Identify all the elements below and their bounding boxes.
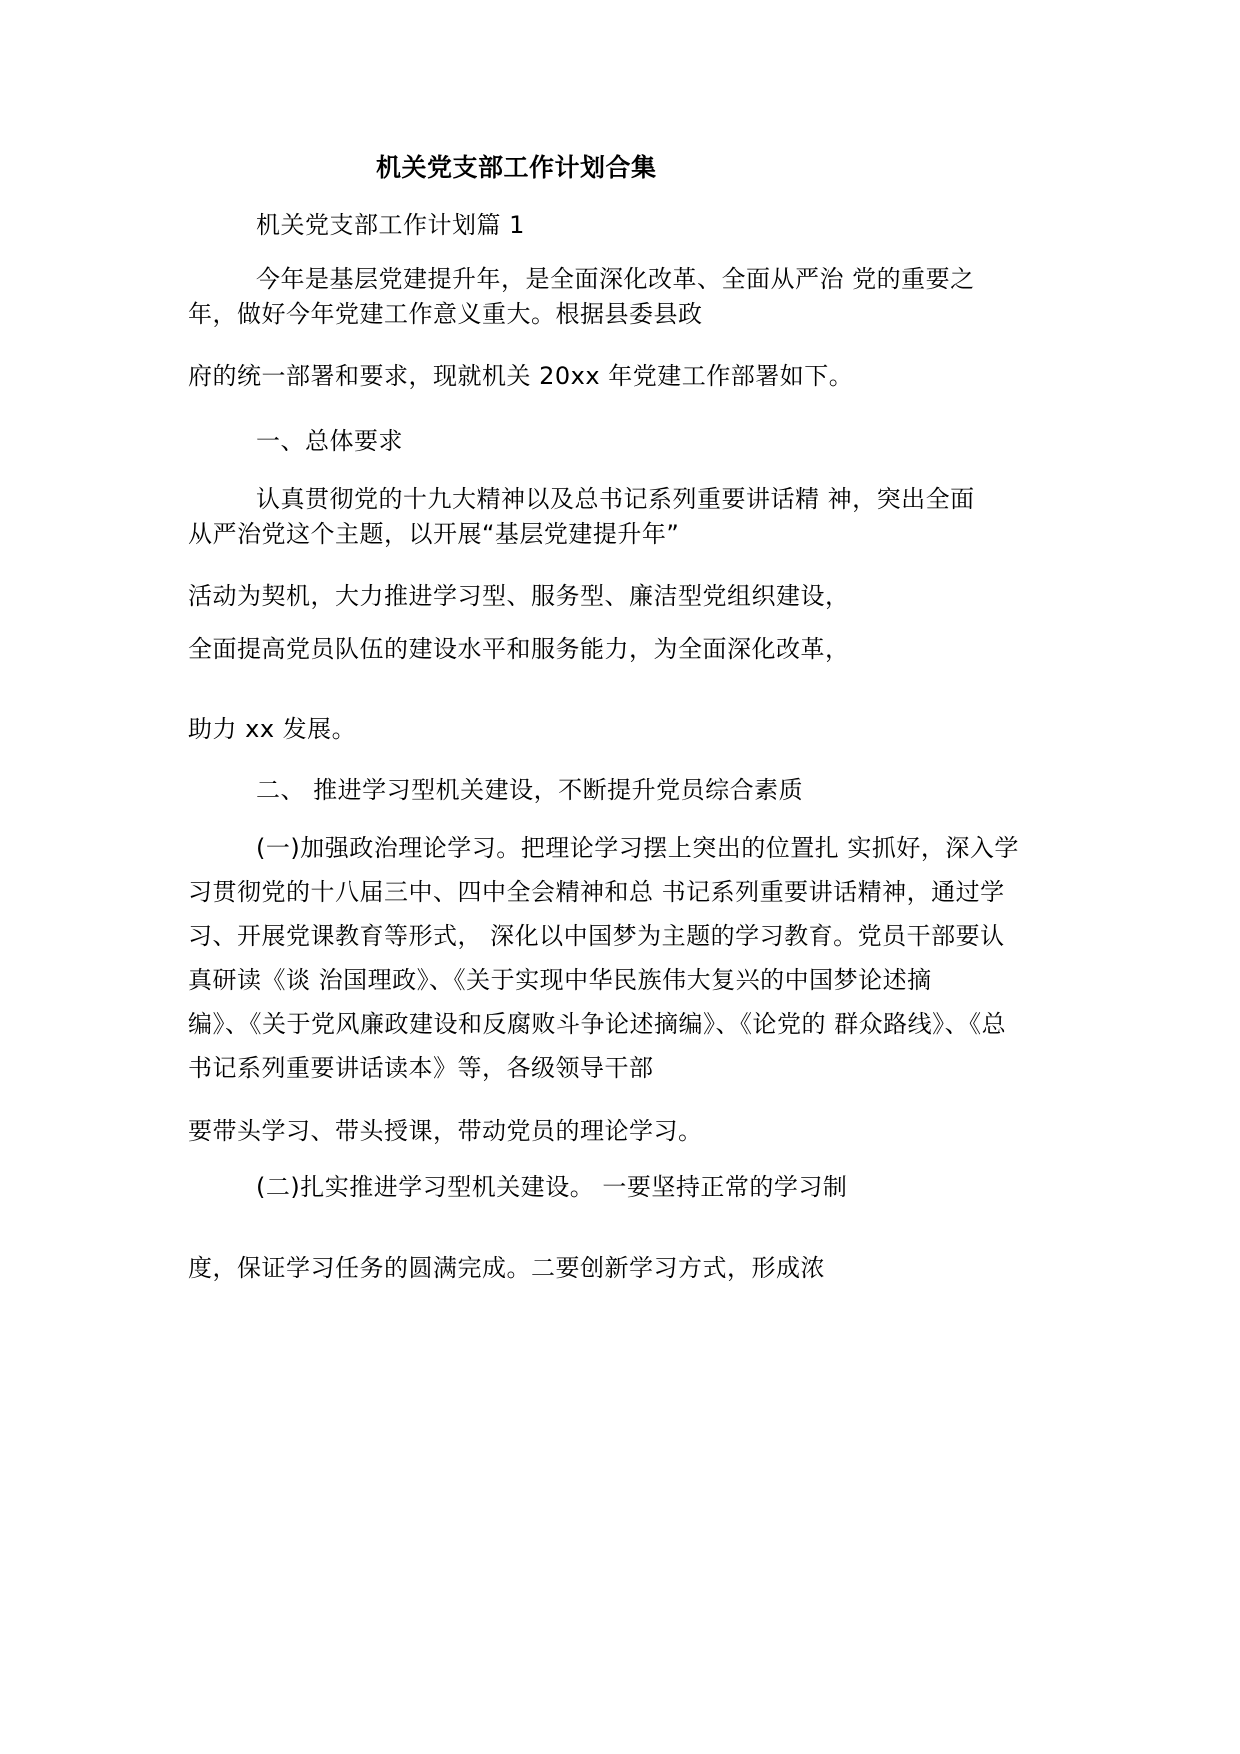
paragraph-line: 认真贯彻党的十九大精神以及总书记系列重要讲话精 神，突出全面 — [256, 485, 975, 513]
section-heading-general: 一、总体要求 — [256, 427, 403, 455]
paragraph-line: 书记系列重要讲话读本》等，各级领导干部 — [188, 1054, 654, 1082]
document-title: 机关党支部工作计划合集 — [376, 153, 657, 182]
paragraph-line: 今年是基层党建提升年，是全面深化改革、全面从严治 党的重要之 — [256, 265, 975, 293]
paragraph-line: 全面提高党员队伍的建设水平和服务能力，为全面深化改革， — [188, 635, 850, 663]
paragraph-line: 习、开展党课教育等形式， 深化以中国梦为主题的学习教育。党员干部要认 — [188, 922, 1005, 950]
paragraph-line: 从严治党这个主题，以开展“基层党建提升年” — [188, 520, 680, 548]
paragraph-line: 活动为契机，大力推进学习型、服务型、廉洁型党组织建设， — [188, 582, 850, 610]
paragraph-line: 年，做好今年党建工作意义重大。根据县委县政 — [188, 300, 703, 328]
paragraph-line: (二)扎实推进学习型机关建设。 一要坚持正常的学习制 — [256, 1173, 848, 1201]
paragraph-line: 府的统一部署和要求，现就机关 20xx 年党建工作部署如下。 — [188, 362, 854, 390]
paragraph-line: 助力 xx 发展。 — [188, 715, 357, 743]
paragraph-line: (一)加强政治理论学习。把理论学习摆上突出的位置扎 实抓好，深入学 — [256, 834, 1019, 862]
paragraph-line: 度，保证学习任务的圆满完成。二要创新学习方式，形成浓 — [188, 1254, 825, 1282]
section-heading-learning: 二、 推进学习型机关建设，不断提升党员综合素质 — [256, 776, 804, 804]
section-heading-part-1: 机关党支部工作计划篇 1 — [256, 211, 525, 239]
paragraph-line: 编》、《关于党风廉政建设和反腐败斗争论述摘编》、《论党的 群众路线》、《总 — [188, 1010, 1007, 1038]
paragraph-line: 真研读《谈 治国理政》、《关于实现中华民族伟大复兴的中国梦论述摘 — [188, 966, 932, 994]
paragraph-line: 习贯彻党的十八届三中、四中全会精神和总 书记系列重要讲话精神，通过学 — [188, 878, 1005, 906]
paragraph-line: 要带头学习、带头授课，带动党员的理论学习。 — [188, 1117, 703, 1145]
